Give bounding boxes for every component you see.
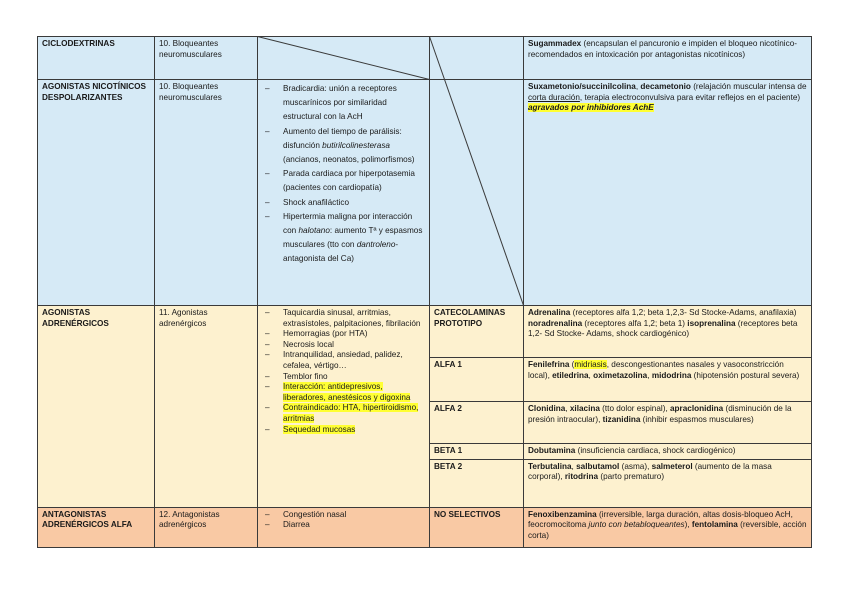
drug-desc: (parto prematuro) <box>598 472 665 482</box>
effect-item: – Congestión nasal <box>262 510 425 521</box>
drugs-cell <box>524 358 812 402</box>
effect-item: – Shock anafiláctico <box>262 196 425 210</box>
effect-text: Hipertermia maligna por interacción con <box>283 211 413 236</box>
subgroup-cell: NO SELECTIVOS <box>430 507 524 547</box>
drug-name: xilacina <box>569 404 600 413</box>
effect-highlight: Interacción: antidepresivos, liberadores, anestésicos y digoxina <box>283 382 411 402</box>
group-cell: AGONISTAS ADRENÉRGICOS <box>38 306 155 508</box>
separator: , <box>571 461 577 471</box>
drug-desc: (aumento de la masa corporal), <box>528 461 772 482</box>
drug-desc: (receptores alfa 1,2; beta 1,2,3- Sd Stocke-Adams, anafilaxia) <box>570 308 797 317</box>
separator: , <box>565 404 570 413</box>
drug-name: Adrenalina <box>528 308 571 317</box>
group-cell: CICLODEXTRINAS <box>38 37 155 80</box>
chapter-cell: 11. Agonistas adrenérgicos <box>155 306 258 508</box>
drug-name: Terbutalina <box>528 461 572 471</box>
chapter-cell: 12. Antagonistas adrenérgicos <box>155 507 258 547</box>
effect-text: Aumento del tiempo de parálisis: disfunción <box>283 126 402 150</box>
effect-item <box>262 403 425 424</box>
effect-italic: butirilcolinesterasa <box>322 140 390 150</box>
subgroup-cell: ALFA 2 <box>430 402 524 444</box>
effect-item <box>262 210 425 267</box>
drug-name: salmeterol <box>651 461 693 471</box>
drug-name: decametonio <box>640 82 691 91</box>
diag-cell-effects <box>258 37 430 80</box>
drug-name: oximetazolina <box>593 370 648 380</box>
separator: , <box>635 82 641 91</box>
drug-name: tizanidina <box>602 414 641 424</box>
subgroup-cell: ALFA 1 <box>430 358 524 402</box>
effects-list <box>262 82 425 267</box>
effects-cell <box>258 80 430 306</box>
effects-cell <box>258 507 430 547</box>
effect-item: – Diarrea <box>262 520 425 531</box>
drug-desc: (relajación muscular intensa de <box>690 82 807 91</box>
subgroup-cell: BETA 2 <box>430 459 524 507</box>
subgroup-cell: BETA 1 <box>430 444 524 460</box>
effect-highlight: Sequedad mucosas <box>283 424 356 434</box>
row-adrenergicos-catecolaminas <box>38 306 812 358</box>
drug-name: Suxametonio/succinilcolina <box>528 82 636 91</box>
drug-desc: (reversible, acción corta) <box>528 520 807 540</box>
highlighted-note: agravados por inhibidores AchE <box>528 103 654 113</box>
effect-item <box>262 382 425 403</box>
drug-desc: , terapia electroconvulsiva para evitar reflejos en el paciente) <box>579 92 801 102</box>
effect-item: – Intranquilidad, ansiedad, palidez, cefalea, vértigo… <box>262 350 425 371</box>
drugs-cell <box>524 459 812 507</box>
effect-italic: halotano <box>298 226 330 236</box>
effect-item: – Necrosis local <box>262 340 425 351</box>
drug-name: midodrina <box>651 370 692 380</box>
separator: , <box>647 370 652 380</box>
drug-desc: (inhibir espasmos musculares) <box>640 414 754 424</box>
drug-name: Fenilefrina <box>528 360 570 369</box>
pharmacology-table <box>37 36 812 548</box>
drug-desc: (asma), <box>619 461 652 471</box>
drug-name: apraclonidina <box>670 404 724 413</box>
effect-item <box>262 125 425 168</box>
drug-desc: (hipotensión postural severa) <box>691 370 800 380</box>
chapter-cell: 10. Bloqueantes neuromusculares <box>155 37 258 80</box>
drug-name: fentolamina <box>691 520 738 530</box>
drugs-cell <box>524 507 812 547</box>
drugs-cell <box>524 402 812 444</box>
row-antagonistas <box>38 507 812 547</box>
group-cell: AGONISTAS NICOTÍNICOS DESPOLARIZANTES <box>38 80 155 306</box>
subgroup-cell: CATECOLAMINAS PROTOTIPO <box>430 306 524 358</box>
drug-desc-italic: junto con betabloqueantes <box>588 520 685 530</box>
effects-list <box>262 510 425 531</box>
effect-item: – Parada cardiaca por hiperpotasemia (pacientes con cardiopatía) <box>262 167 425 195</box>
chapter-cell: 10. Bloqueantes neuromusculares <box>155 80 258 306</box>
drug-desc: ), <box>684 520 692 530</box>
row-ciclodextrinas <box>38 37 812 80</box>
drug-name: Clonidina <box>528 404 566 413</box>
effect-text: : aumento Tª y espasmos musculares (tto con <box>283 226 423 250</box>
effect-item: – Hemorragias (por HTA) <box>262 329 425 340</box>
drug-name: noradrenalina <box>528 318 583 328</box>
effects-list <box>262 308 425 435</box>
highlighted-term: midriasis <box>574 360 607 369</box>
drug-desc: (encapsulan el pancuronio e impiden el bloqueo nicotínico-recomendados en intoxicación por antagonistas nicotínicos) <box>528 39 797 59</box>
effect-text: (ancianos, neonatos, polimorfismos) <box>283 155 415 165</box>
drug-name: ritodrina <box>564 472 599 482</box>
drug-name: Sugammadex <box>528 39 582 48</box>
drug-name: Dobutamina <box>528 446 576 455</box>
effect-item: – Taquicardia sinusal, arritmias, extrasístoles, palpitaciones, fibrilación <box>262 308 425 329</box>
separator: , <box>588 370 594 380</box>
effect-item <box>262 425 425 436</box>
drugs-cell <box>524 80 812 306</box>
drug-desc: ( <box>569 360 575 369</box>
drugs-cell <box>524 37 812 80</box>
drug-name: salbutamol <box>576 461 620 471</box>
drugs-cell <box>524 306 812 358</box>
drug-desc: (irreversible, larga duración, altas dosis-bloqueo AcH, feocromocitoma <box>528 509 793 530</box>
drug-desc: (insuficiencia cardiaca, shock cardiogénico) <box>575 446 736 455</box>
drug-desc: (disminución de la presión intraocular), <box>528 404 792 424</box>
drug-desc: , descongestionantes nasales y vasoconstricción local), <box>528 360 784 380</box>
drug-desc: (receptores beta 1,2- Sd Stocke- Adams, shock cardiogénico) <box>528 318 798 339</box>
drug-desc: (receptores alfa 1,2; beta 1) <box>582 318 688 328</box>
drug-name: isoprenalina <box>687 318 736 328</box>
effect-highlight: Contraindicado: HTA, hipertiroidismo, arritmias <box>283 403 419 423</box>
effects-cell <box>258 306 430 508</box>
drug-name: etiledrina <box>552 370 589 380</box>
drug-desc-underlined: corta duración <box>528 92 580 102</box>
row-despolarizantes <box>38 80 812 306</box>
effect-text: -antagonista del Ca) <box>283 240 399 264</box>
group-cell: ANTAGONISTAS ADRENÉRGICOS ALFA <box>38 507 155 547</box>
effect-item: – Temblor fino <box>262 372 425 383</box>
diag-cell-subgroup <box>430 37 524 80</box>
effect-item: – Bradicardia: unión a receptores muscarínicos por similaridad estructural con la AcH <box>262 82 425 125</box>
drug-desc: (tto dolor espinal), <box>599 404 670 413</box>
effect-italic: dantroleno <box>356 240 396 250</box>
drug-name: Fenoxibenzamina <box>528 509 597 519</box>
drugs-cell <box>524 444 812 460</box>
diag-cell-subgroup <box>430 80 524 306</box>
